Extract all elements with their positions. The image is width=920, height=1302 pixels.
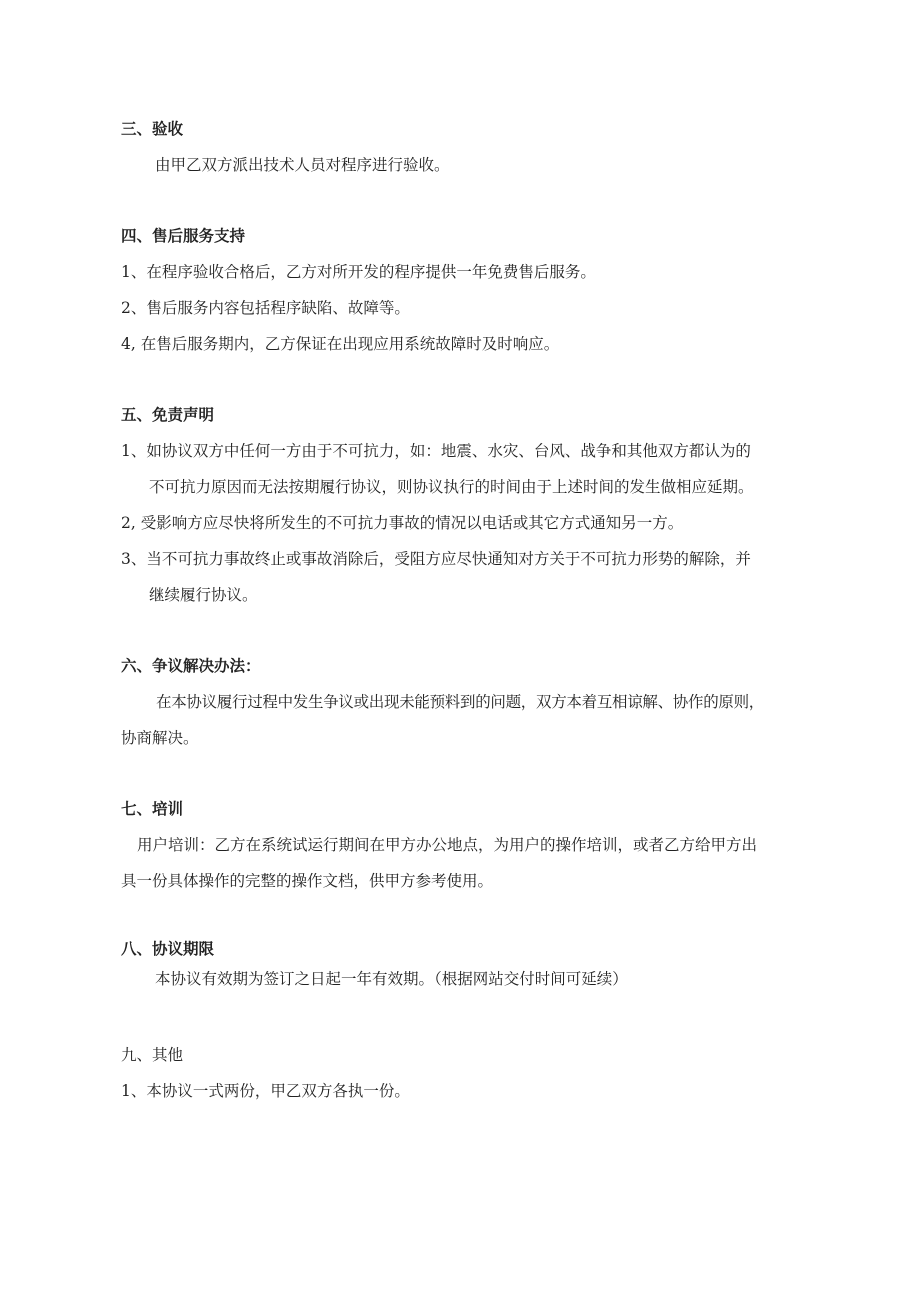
section-heading-dispute: 六、争议解决办法： <box>121 657 261 675</box>
dispute-text-cont: 协商解决。 <box>121 729 199 747</box>
term-text: 本协议有效期为签订之日起一年有效期。（根据网站交付时间可延续） <box>155 970 628 988</box>
training-text: 用户培训：乙方在系统试运行期间在甲方办公地点，为用户的操作培训，或者乙方给甲方出 <box>137 836 758 854</box>
disclaimer-item-2: 2, 受影响方应尽快将所发生的不可抗力事故的情况以电话或其它方式通知另一方。 <box>121 514 684 532</box>
other-item-1: 1、本协议一式两份，甲乙双方各执一份。 <box>121 1082 410 1100</box>
disclaimer-item-1-cont: 不可抗力原因而无法按期履行协议，则协议执行的时间由于上述时间的发生做相应延期。 <box>149 478 754 496</box>
after-sales-item-1: 1、在程序验收合格后，乙方对所开发的程序提供一年免费售后服务。 <box>121 263 596 281</box>
section-heading-training: 七、培训 <box>121 800 184 818</box>
after-sales-item-4: 4, 在售后服务期内，乙方保证在出现应用系统故障时及时响应。 <box>121 335 560 353</box>
disclaimer-item-3-cont: 继续履行协议。 <box>149 586 258 604</box>
section-heading-disclaimer: 五、免责声明 <box>121 406 215 424</box>
dispute-text: 在本协议履行过程中发生争议或出现未能预料到的问题，双方本着互相谅解、协作的原则， <box>156 693 765 711</box>
section-heading-after-sales: 四、售后服务支持 <box>121 227 246 245</box>
section-heading-term: 八、协议期限 <box>121 940 215 958</box>
disclaimer-item-1: 1、如协议双方中任何一方由于不可抗力，如：地震、水灾、台风、战争和其他双方都认为的 <box>121 442 751 460</box>
training-text-cont: 具一份具体操作的完整的操作文档，供甲方参考使用。 <box>121 872 494 890</box>
section-heading-other: 九、其他 <box>121 1046 184 1064</box>
acceptance-text: 由甲乙双方派出技术人员对程序进行验收。 <box>155 156 450 174</box>
after-sales-item-2: 2、售后服务内容包括程序缺陷、故障等。 <box>121 299 410 317</box>
disclaimer-item-3: 3、当不可抗力事故终止或事故消除后，受阻方应尽快通知对方关于不可抗力形势的解除，并 <box>121 550 751 568</box>
section-heading-acceptance: 三、验收 <box>121 120 184 138</box>
